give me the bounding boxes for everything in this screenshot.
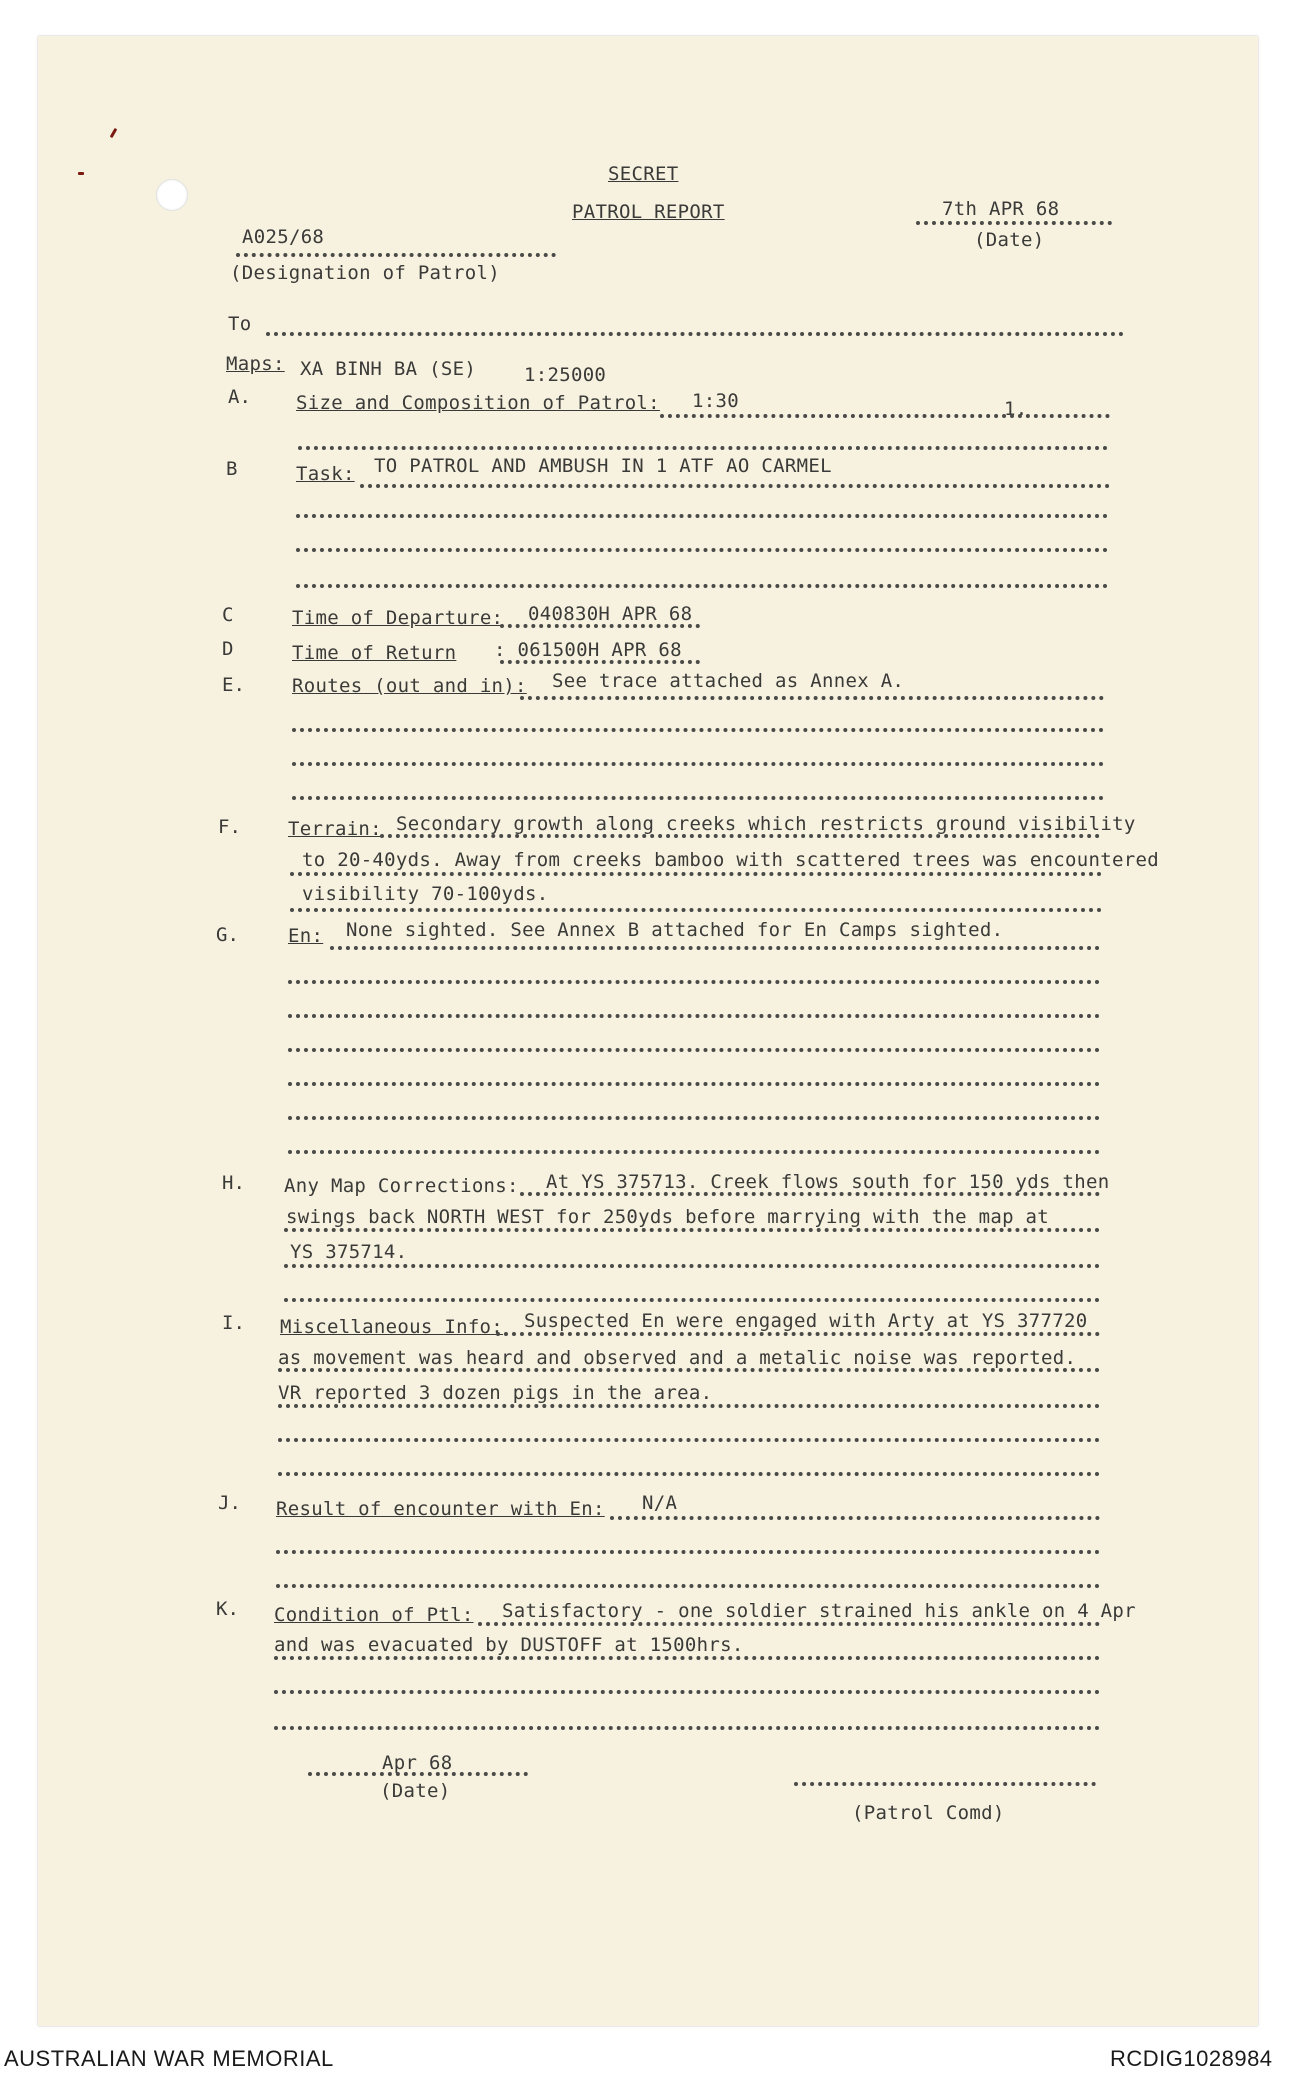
section-h-line-2: swings back NORTH WEST for 250yds before marrying with the map at — [286, 1206, 1050, 1228]
section-letter: J. — [218, 1492, 241, 1514]
dotted-line — [274, 1690, 1100, 1694]
section-e-label: Routes (out and in): — [292, 675, 527, 697]
section-letter: H. — [222, 1172, 245, 1194]
dotted-line — [284, 1298, 1100, 1302]
section-f-line-3: visibility 70-100yds. — [302, 883, 549, 905]
dotted-line — [274, 1656, 1100, 1660]
section-h-line-3: YS 375714. — [290, 1241, 408, 1263]
dotted-line — [794, 1782, 1096, 1786]
section-letter: F. — [218, 816, 241, 838]
archive-name: AUSTRALIAN WAR MEMORIAL — [4, 2046, 334, 2071]
dotted-line — [266, 332, 1124, 336]
section-h-label: Any Map Corrections: — [284, 1175, 519, 1197]
dotted-line — [288, 1014, 1100, 1018]
section-k-line-2: and was evacuated by DUSTOFF at 1500hrs. — [274, 1634, 744, 1656]
section-g-label: En: — [288, 925, 324, 947]
punch-hole — [156, 179, 188, 211]
patrol-designation: A025/68 — [242, 226, 325, 248]
dotted-line — [520, 1192, 1100, 1196]
section-letter: D — [222, 638, 234, 660]
report-title: PATROL REPORT — [572, 201, 725, 223]
section-letter: G. — [216, 924, 239, 946]
section-letter: I. — [222, 1312, 245, 1334]
section-b-value: TO PATROL AND AMBUSH IN 1 ATF AO CARMEL — [374, 455, 832, 477]
section-f-label: Terrain: — [288, 818, 382, 840]
dotted-line — [278, 1368, 1100, 1372]
section-k-line-1: Satisfactory - one soldier strained his ankle on 4 Apr — [502, 1600, 1136, 1622]
section-i-line-2: as movement was heard and observed and a metalic noise was reported. — [278, 1347, 1077, 1369]
classification: SECRET — [608, 163, 679, 185]
section-a-label: Size and Composition of Patrol: — [296, 392, 660, 414]
section-letter: E. — [222, 674, 245, 696]
dotted-line — [284, 1264, 1100, 1268]
dotted-line — [288, 1116, 1100, 1120]
section-j-value: N/A — [642, 1492, 678, 1514]
patrol-commander-caption: (Patrol Comd) — [852, 1802, 1005, 1824]
section-f-line-2: to 20-40yds. Away from creeks bamboo with scattered trees was encountered — [302, 849, 1159, 871]
section-g-value: None sighted. See Annex B attached for En Camps sighted. — [346, 919, 1004, 941]
section-d-value: : 061500H APR 68 — [494, 639, 682, 661]
dotted-line — [276, 1584, 1100, 1588]
archive-id: RCDIG1028984 — [1110, 2046, 1273, 2071]
dotted-line — [288, 1150, 1100, 1154]
section-j-label: Result of encounter with En: — [276, 1498, 605, 1520]
dotted-line — [288, 1082, 1100, 1086]
dotted-line — [330, 946, 1100, 950]
signoff-date: Apr 68 — [382, 1752, 453, 1774]
dotted-line — [520, 696, 1104, 700]
section-a-value: 1:30 — [692, 390, 739, 412]
dotted-line — [610, 1516, 1100, 1520]
section-c-value: 040830H APR 68 — [528, 603, 693, 625]
dotted-line — [276, 1550, 1100, 1554]
section-letter: A. — [228, 386, 251, 408]
dotted-line — [236, 253, 556, 257]
maps-label: Maps: — [226, 353, 285, 375]
dotted-line — [290, 908, 1102, 912]
dotted-line — [278, 1472, 1100, 1476]
dotted-line — [296, 584, 1108, 588]
section-h-line-1: At YS 375713. Creek flows south for 150 yds then — [546, 1171, 1110, 1193]
dotted-line — [380, 834, 1100, 838]
section-letter: K. — [216, 1598, 239, 1620]
section-letter: C — [222, 604, 234, 626]
dotted-line — [292, 728, 1104, 732]
dotted-line — [290, 872, 1102, 876]
report-date: 7th APR 68 — [942, 198, 1060, 220]
dotted-line — [274, 1726, 1100, 1730]
ink-mark — [78, 172, 84, 175]
dotted-line — [284, 1228, 1100, 1232]
section-a-tail: 1. — [1004, 398, 1028, 420]
section-f-line-1: Secondary growth along creeks which restricts ground visibility — [396, 813, 1136, 835]
dotted-line — [660, 414, 1110, 418]
designation-caption: (Designation of Patrol) — [230, 262, 500, 284]
section-d-label: Time of Return — [292, 642, 457, 664]
dotted-line — [500, 660, 700, 664]
dotted-line — [278, 1438, 1100, 1442]
maps-sheet: XA BINH BA (SE) — [300, 358, 477, 380]
signoff-date-caption: (Date) — [380, 1780, 451, 1802]
dotted-line — [292, 796, 1104, 800]
dotted-line — [308, 1772, 528, 1776]
dotted-line — [916, 221, 1112, 225]
date-caption: (Date) — [974, 229, 1045, 251]
dotted-line — [360, 484, 1110, 488]
section-b-label: Task: — [296, 463, 355, 485]
section-i-line-3: VR reported 3 dozen pigs in the area. — [278, 1382, 713, 1404]
dotted-line — [288, 980, 1100, 984]
dotted-line — [288, 1048, 1100, 1052]
section-e-value: See trace attached as Annex A. — [552, 670, 905, 692]
to-label: To — [228, 313, 252, 335]
section-i-label: Miscellaneous Info: — [280, 1316, 504, 1338]
section-i-line-1: Suspected En were engaged with Arty at YS 377720 — [524, 1310, 1088, 1332]
dotted-line — [296, 548, 1108, 552]
dotted-line — [500, 624, 700, 628]
dotted-line — [496, 1332, 1100, 1336]
dotted-line — [278, 1404, 1100, 1408]
section-c-label: Time of Departure: — [292, 607, 504, 629]
dotted-line — [478, 1622, 1100, 1626]
section-k-label: Condition of Ptl: — [274, 1604, 474, 1626]
dotted-line — [296, 514, 1108, 518]
dotted-line — [298, 446, 1108, 450]
dotted-line — [292, 762, 1104, 766]
section-letter: B — [226, 458, 238, 480]
maps-scale: 1:25000 — [524, 364, 607, 386]
